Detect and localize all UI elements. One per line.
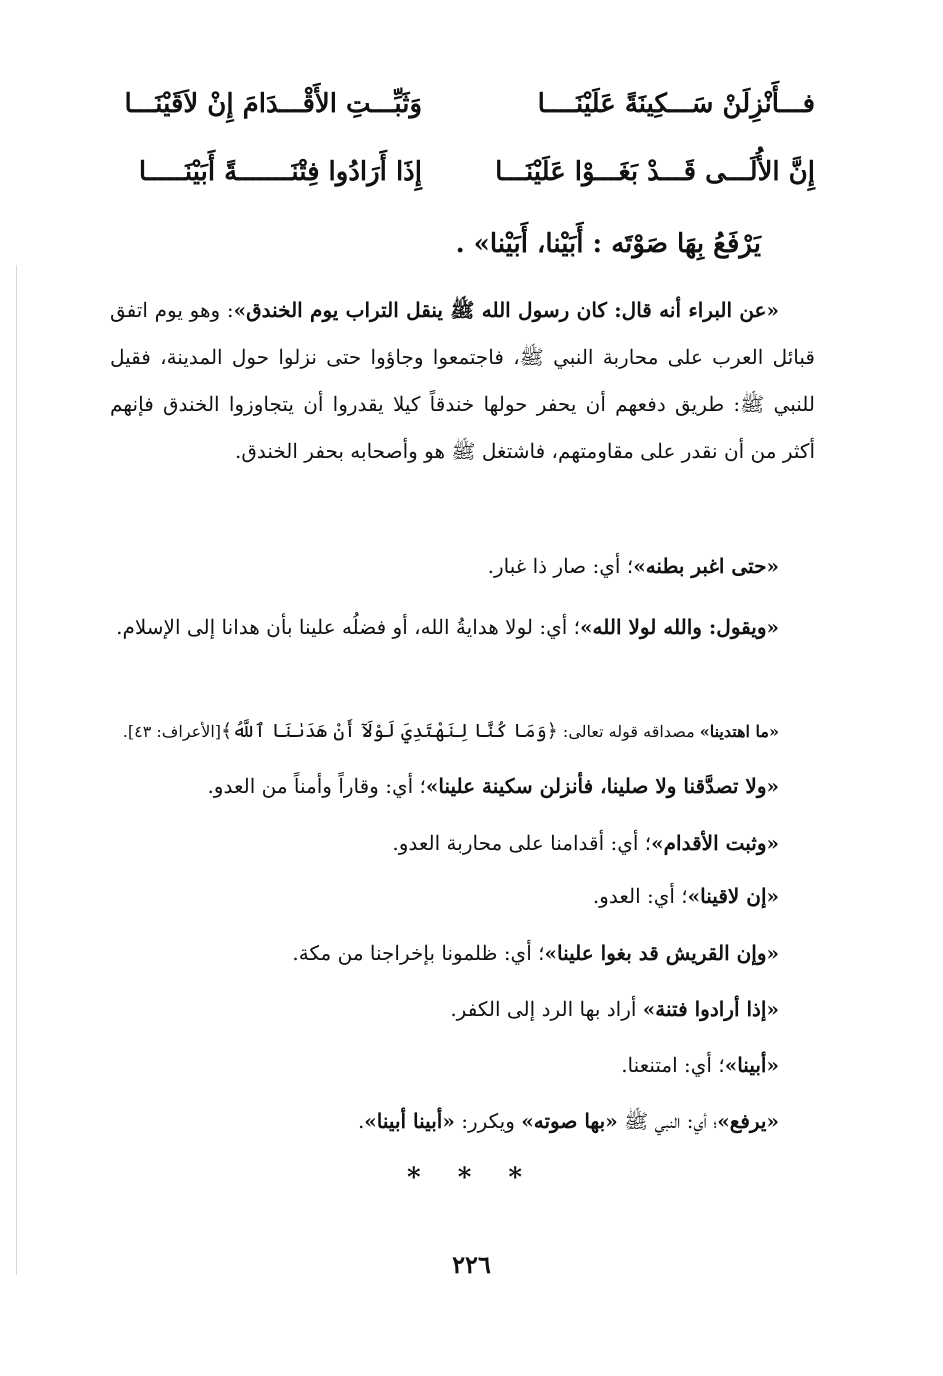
note-quraysh-text: ؛ أي: ظلمونا بإخراجنا من مكة. [292,941,545,965]
note-ma-bold: «ما اهتدينا» [699,722,779,741]
note-idha [110,989,779,1029]
note-yarfa-bold3: «أبينا أبينا» [364,1109,455,1133]
note-abayna-text: ؛ أي: امتنعنا. [621,1053,725,1077]
note-ma [110,710,779,752]
note-wala-text: ؛ أي: وقاراً وأمناً من العدو. [207,774,426,798]
note-yarfa-text2: ويكرر: [454,1109,522,1133]
section-separator: * * * [407,1163,536,1193]
note-hatta-text: ؛ أي: صار ذا غبار. [487,554,634,578]
verse-line1-right: فـــأَنْزِلَنْ سَـــكِينَةً عَلَيْنَــــا [537,89,815,119]
note-abayna [110,1045,779,1085]
note-abayna-bold: «أبينا» [724,1053,779,1077]
note-wathbat-text: ؛ أي: أقدامنا على محاربة العدو. [392,831,652,855]
paragraph-baraa-bold: «عن البراء أنه قال: كان رسول الله ﷺ ينقل التراب يوم الخندق» [233,298,779,322]
note-yaqul [110,602,815,652]
note-in-bold: «إن لاقينا» [687,884,779,908]
note-hatta [110,546,779,586]
note-yaqul-bold: «ويقول: والله لولا الله» [580,615,779,639]
note-wala [110,766,779,806]
note-idha-bold: «إذا أرادوا فتنة» [642,997,779,1021]
note-ma-text: مصداقه قوله تعالى: [557,722,700,741]
page-edge-rule [16,265,17,1275]
note-ma-ref: [الأعراف: ٤٣]. [122,722,222,741]
note-yarfa-bold2: «بها صوته» [521,1109,618,1133]
note-yarfa-text: ؛ أي: النبي ﷺ [617,1109,718,1133]
paragraph-baraa-text: : وهو يوم اتفق قبائل العرب على محاربة النبي ﷺ، فاجتمعوا وجاؤوا حتى نزلوا حول المدينة، فقيل للنبي ﷺ: طريق دفعهم أن يحفر حولها خندقاً كيلا يقدروا أن يتجاوزوا الخندق فإنهم أكثر من أن نقدر على مقاومتهم، فاشتغل ﷺ هو وأصحابه بحفر الخندق. [110,298,815,463]
note-wala-bold: «ولا تصدَّقنا ولا صلينا، فأنزلن سكينة علينا» [425,774,779,798]
note-wathbat-bold: «وثبت الأقدام» [651,831,779,855]
note-yarfa-text3: . [357,1109,365,1133]
verse-line2-left: إِذَا أَرَادُوا فِتْنَـــــــةً أَبَيْنَـــــا [138,157,422,187]
note-ma-quran: ﴿وَمَا كُنَّا لِنَهْتَدِيَ لَوْلَآ أَنْ هَدَىٰنَا ٱللَّهُ﴾ [221,720,558,742]
note-hatta-bold: «حتى اغبر بطنه» [633,554,779,578]
note-yarfa [110,1101,779,1141]
note-yaqul-text: ؛ أي: لولا هدايةُ الله، أو فضلُه علينا بأن هدانا إلى الإسلام. [116,615,581,639]
page-number: ٢٢٦ [452,1250,491,1279]
note-yarfa-bold: «يرفع» [717,1109,779,1133]
note-in-text: ؛ أي: العدو. [592,884,688,908]
verse-line3: يَرْفَعُ بِهَا صَوْتَه : أَبَيْنا، أَبَيْنا» . [455,229,761,259]
note-wathbat [110,823,779,863]
note-quraysh-bold: «وإن القريش قد بغوا علينا» [544,941,779,965]
note-quraysh [110,933,779,973]
paragraph-baraa [110,287,815,475]
note-in [110,876,779,916]
verse-line1-left: وَثَبِّـــتِ الأَقْـــدَامَ إِنْ لاَقَيْنَـــا [124,89,422,119]
verse-line2-right: إِنَّ الأُلَـــى قَـــدْ بَغَـــوْا عَلَيْنَـــا [495,157,815,187]
note-idha-text: أراد بها الرد إلى الكفر. [450,997,643,1021]
